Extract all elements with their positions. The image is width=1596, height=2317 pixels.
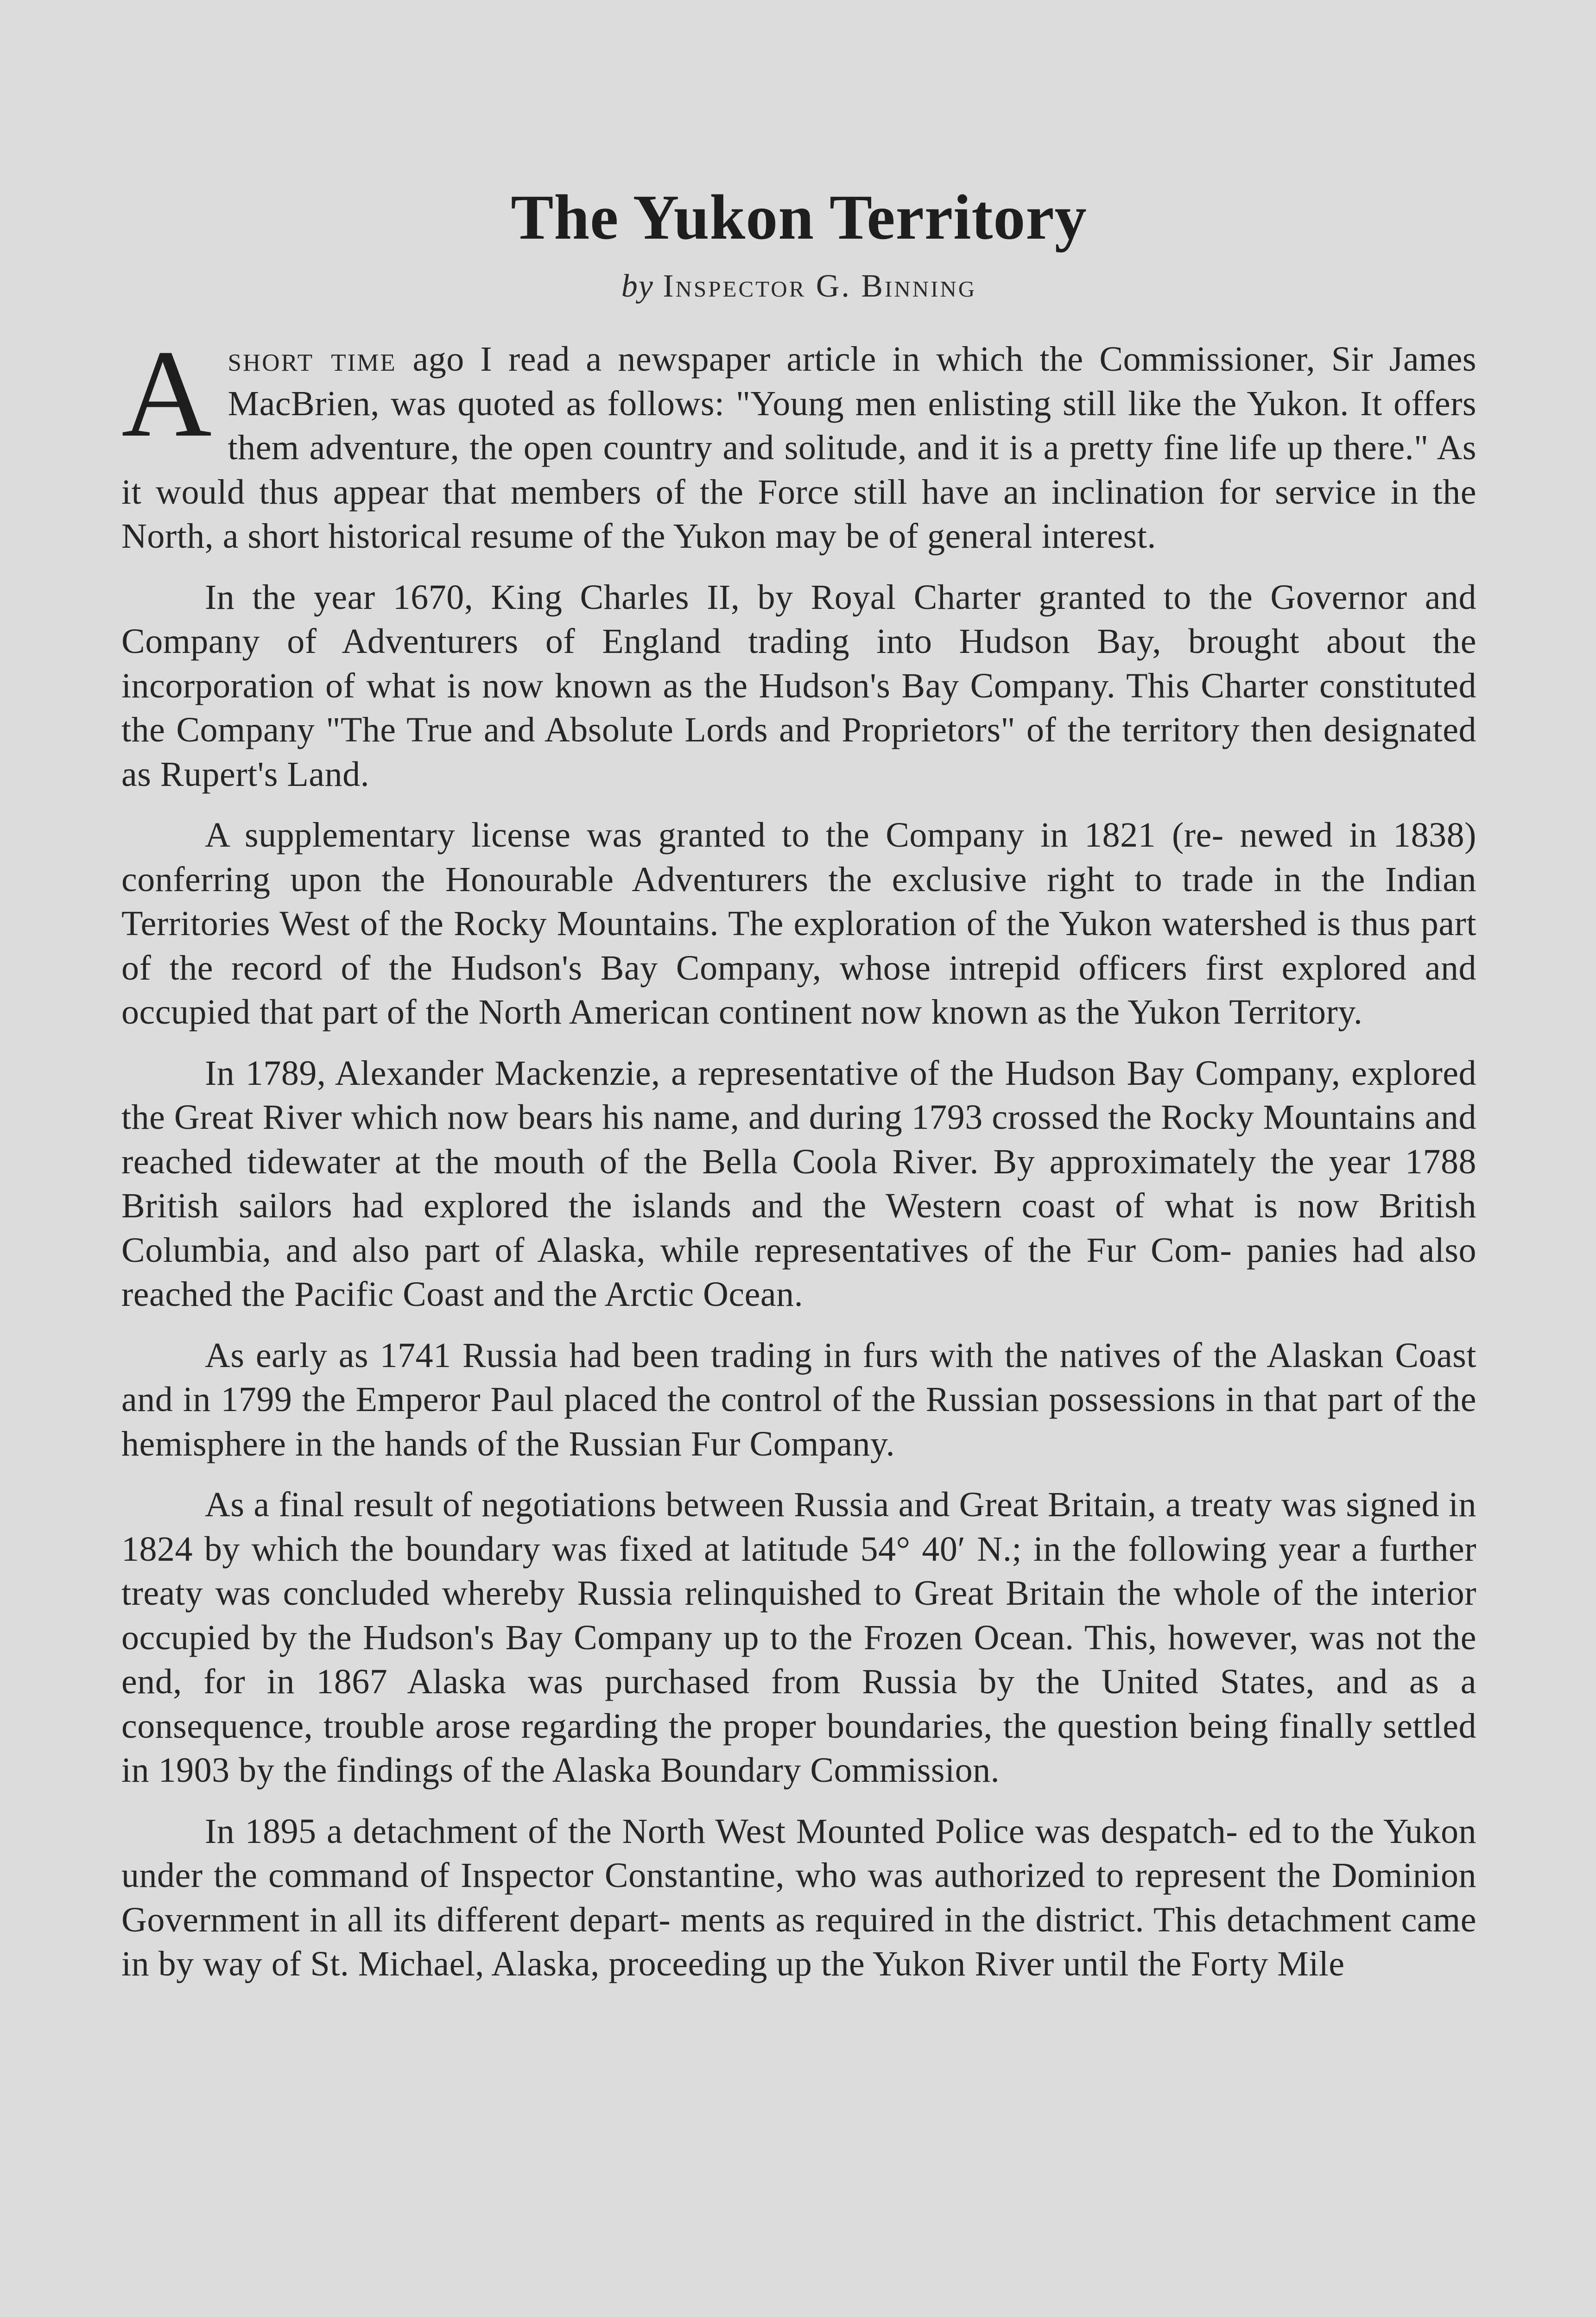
byline	[121, 268, 1476, 305]
paragraph-4: In 1789, Alexander Mackenzie, a representative of the Hudson Bay Company, explored the Great River which now bears his name, and during 1793 crossed the Rocky Mountains and reached tidewater at the mouth of the Bella Coola River. By approximately the year 1788 British sailors had explored the islands and the Western coast of what is now British Columbia, and also part of Alaska, while representatives of the Fur Com- panies had also reached the Pacific Coast and the Arctic Ocean.	[121, 1053, 1476, 1314]
paragraph-7: In 1895 a detachment of the North West Mounted Police was despatch- ed to the Yukon under the command of Inspector Constantine, who was authorized to represent the Dominion Government in all its different depart- ments as required in the district. This detachment came in by way of St. Michael, Alaska, proceeding up the Yukon River until the Forty Mile	[121, 1811, 1476, 1983]
article	[121, 182, 1476, 2003]
byline-author: Inspector G. Binning	[663, 268, 977, 304]
byline-prefix: by	[621, 268, 654, 304]
paragraph-5: As early as 1741 Russia had been trading in furs with the natives of the Alaskan Coast and in 1799 the Emperor Paul placed the control of the Russian possessions in that part of the hemisphere in the hands of the Russian Fur Company.	[121, 1336, 1476, 1463]
lead-in-small-caps: short time	[228, 340, 397, 379]
article-body	[121, 324, 1476, 1987]
paragraph-6: As a final result of negotiations between Russia and Great Britain, a treaty was signed in 1824 by which the boundary was fixed at latitude 54° 40′ N.; in the following year a further treaty was concluded whereby Russia relinquished to Great Britain the whole of the interior occupied by the Hudson's Bay Company up to the Frozen Ocean. This, however, was not the end, for in 1867 Alaska was purchased from Russia by the United States, and as a consequence, trouble arose regarding the proper boundaries, the question being finally settled in 1903 by the findings of the Alaska Boundary Commission.	[121, 1485, 1476, 1790]
paragraph-1	[121, 324, 1476, 559]
drop-cap: A	[121, 324, 212, 463]
paragraph-2: In the year 1670, King Charles II, by Royal Charter granted to the Governor and Company of Adventurers of England trading into Hudson Bay, brought about the incorporation of what is now known as the Hudson's Bay Company. This Charter constituted the Company "The True and Absolute Lords and Proprietors" of the territory then designated as Rupert's Land.	[121, 577, 1476, 794]
paragraph-1-text: ago I read a newspaper article in which the Commissioner, Sir James MacBrien, was quoted as follows: "Young men enlisting still like the Yukon. It offers them adventure, the open country and solitude, and it is a pretty fine life up there." As it would thus appear that members of the Force still have an inclination for service in the North, a short historical resume of the Yukon may be of general interest.	[121, 340, 1476, 556]
article-title: The Yukon Territory	[511, 182, 1087, 253]
paragraph-3: A supplementary license was granted to the Company in 1821 (re- newed in 1838) conferring upon the Honourable Adventurers the exclusive right to trade in the Indian Territories West of the Rocky Mountains. The exploration of the Yukon watershed is thus part of the record of the Hudson's Bay Company, whose intrepid officers first explored and occupied that part of the North American continent now known as the Yukon Territory.	[121, 816, 1476, 1032]
